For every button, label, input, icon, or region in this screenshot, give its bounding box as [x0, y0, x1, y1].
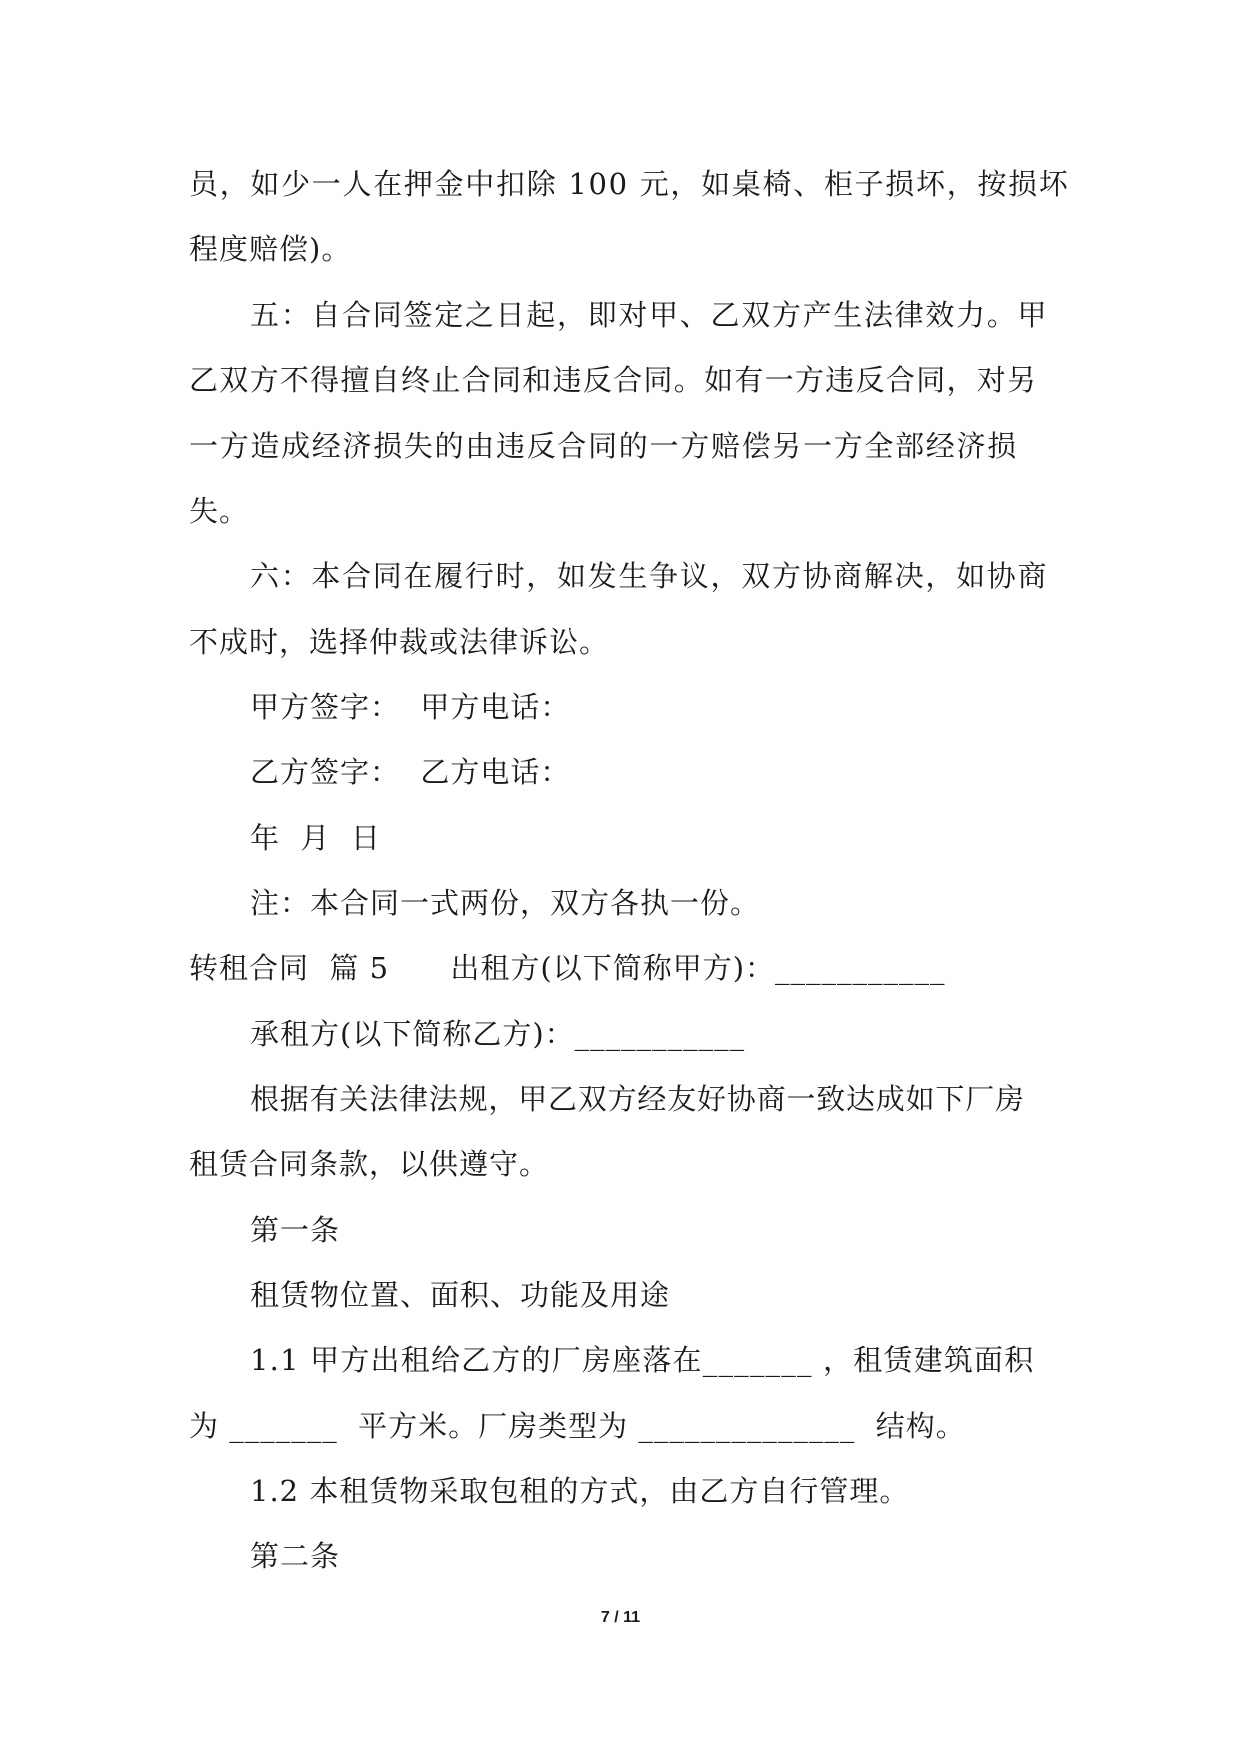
text-line: 不成时，选择仲裁或法律诉讼。: [189, 625, 610, 659]
page-number: 7 / 11: [600, 1609, 641, 1626]
party-b-signature-line: 乙方签字： 乙方电话：: [250, 755, 571, 789]
lessee-line: 承租方(以下简称乙方)：___________: [250, 1017, 746, 1051]
clause-1-2: 1.2 本租赁物采取包租的方式，由乙方自行管理。: [250, 1474, 910, 1508]
text-line: 租赁合同条款，以供遵守。: [189, 1147, 550, 1181]
text-line: 一方造成经济损失的由违反合同的一方赔偿另一方全部经济损: [189, 429, 1018, 463]
text-line: 员，如少一人在押金中扣除 100 元，如桌椅、柜子损坏，按损坏: [189, 167, 1070, 201]
text-line: 乙双方不得擅自终止合同和违反合同。如有一方违反合同，对另: [189, 363, 1038, 397]
text-line: 为 _______ 平方米。厂房类型为 ______________ 结构。: [189, 1409, 966, 1443]
party-a-signature-line: 甲方签字： 甲方电话：: [250, 690, 571, 724]
article-one-heading: 第一条: [250, 1213, 341, 1247]
contract-heading-lessor: 转租合同 篇 5 出租方(以下简称甲方)：___________: [189, 951, 946, 985]
article-two-heading: 第二条: [250, 1539, 341, 1573]
article-one-title: 租赁物位置、面积、功能及用途: [250, 1278, 671, 1312]
paragraph-five: 五：自合同签定之日起，即对甲、乙双方产生法律效力。甲: [250, 298, 1049, 332]
date-line: 年 月 日: [250, 821, 381, 855]
text-line: 失。: [189, 494, 250, 528]
clause-1-1: 1.1 甲方出租给乙方的厂房座落在_______ ，租赁建筑面积: [250, 1343, 1035, 1377]
text-line: 程度赔偿)。: [189, 232, 352, 266]
note-line: 注：本合同一式两份，双方各执一份。: [250, 886, 761, 920]
paragraph-six: 六：本合同在履行时，如发生争议，双方协商解决，如协商: [250, 559, 1049, 593]
text-line: 根据有关法律法规，甲乙双方经友好协商一致达成如下厂房: [250, 1082, 1025, 1116]
